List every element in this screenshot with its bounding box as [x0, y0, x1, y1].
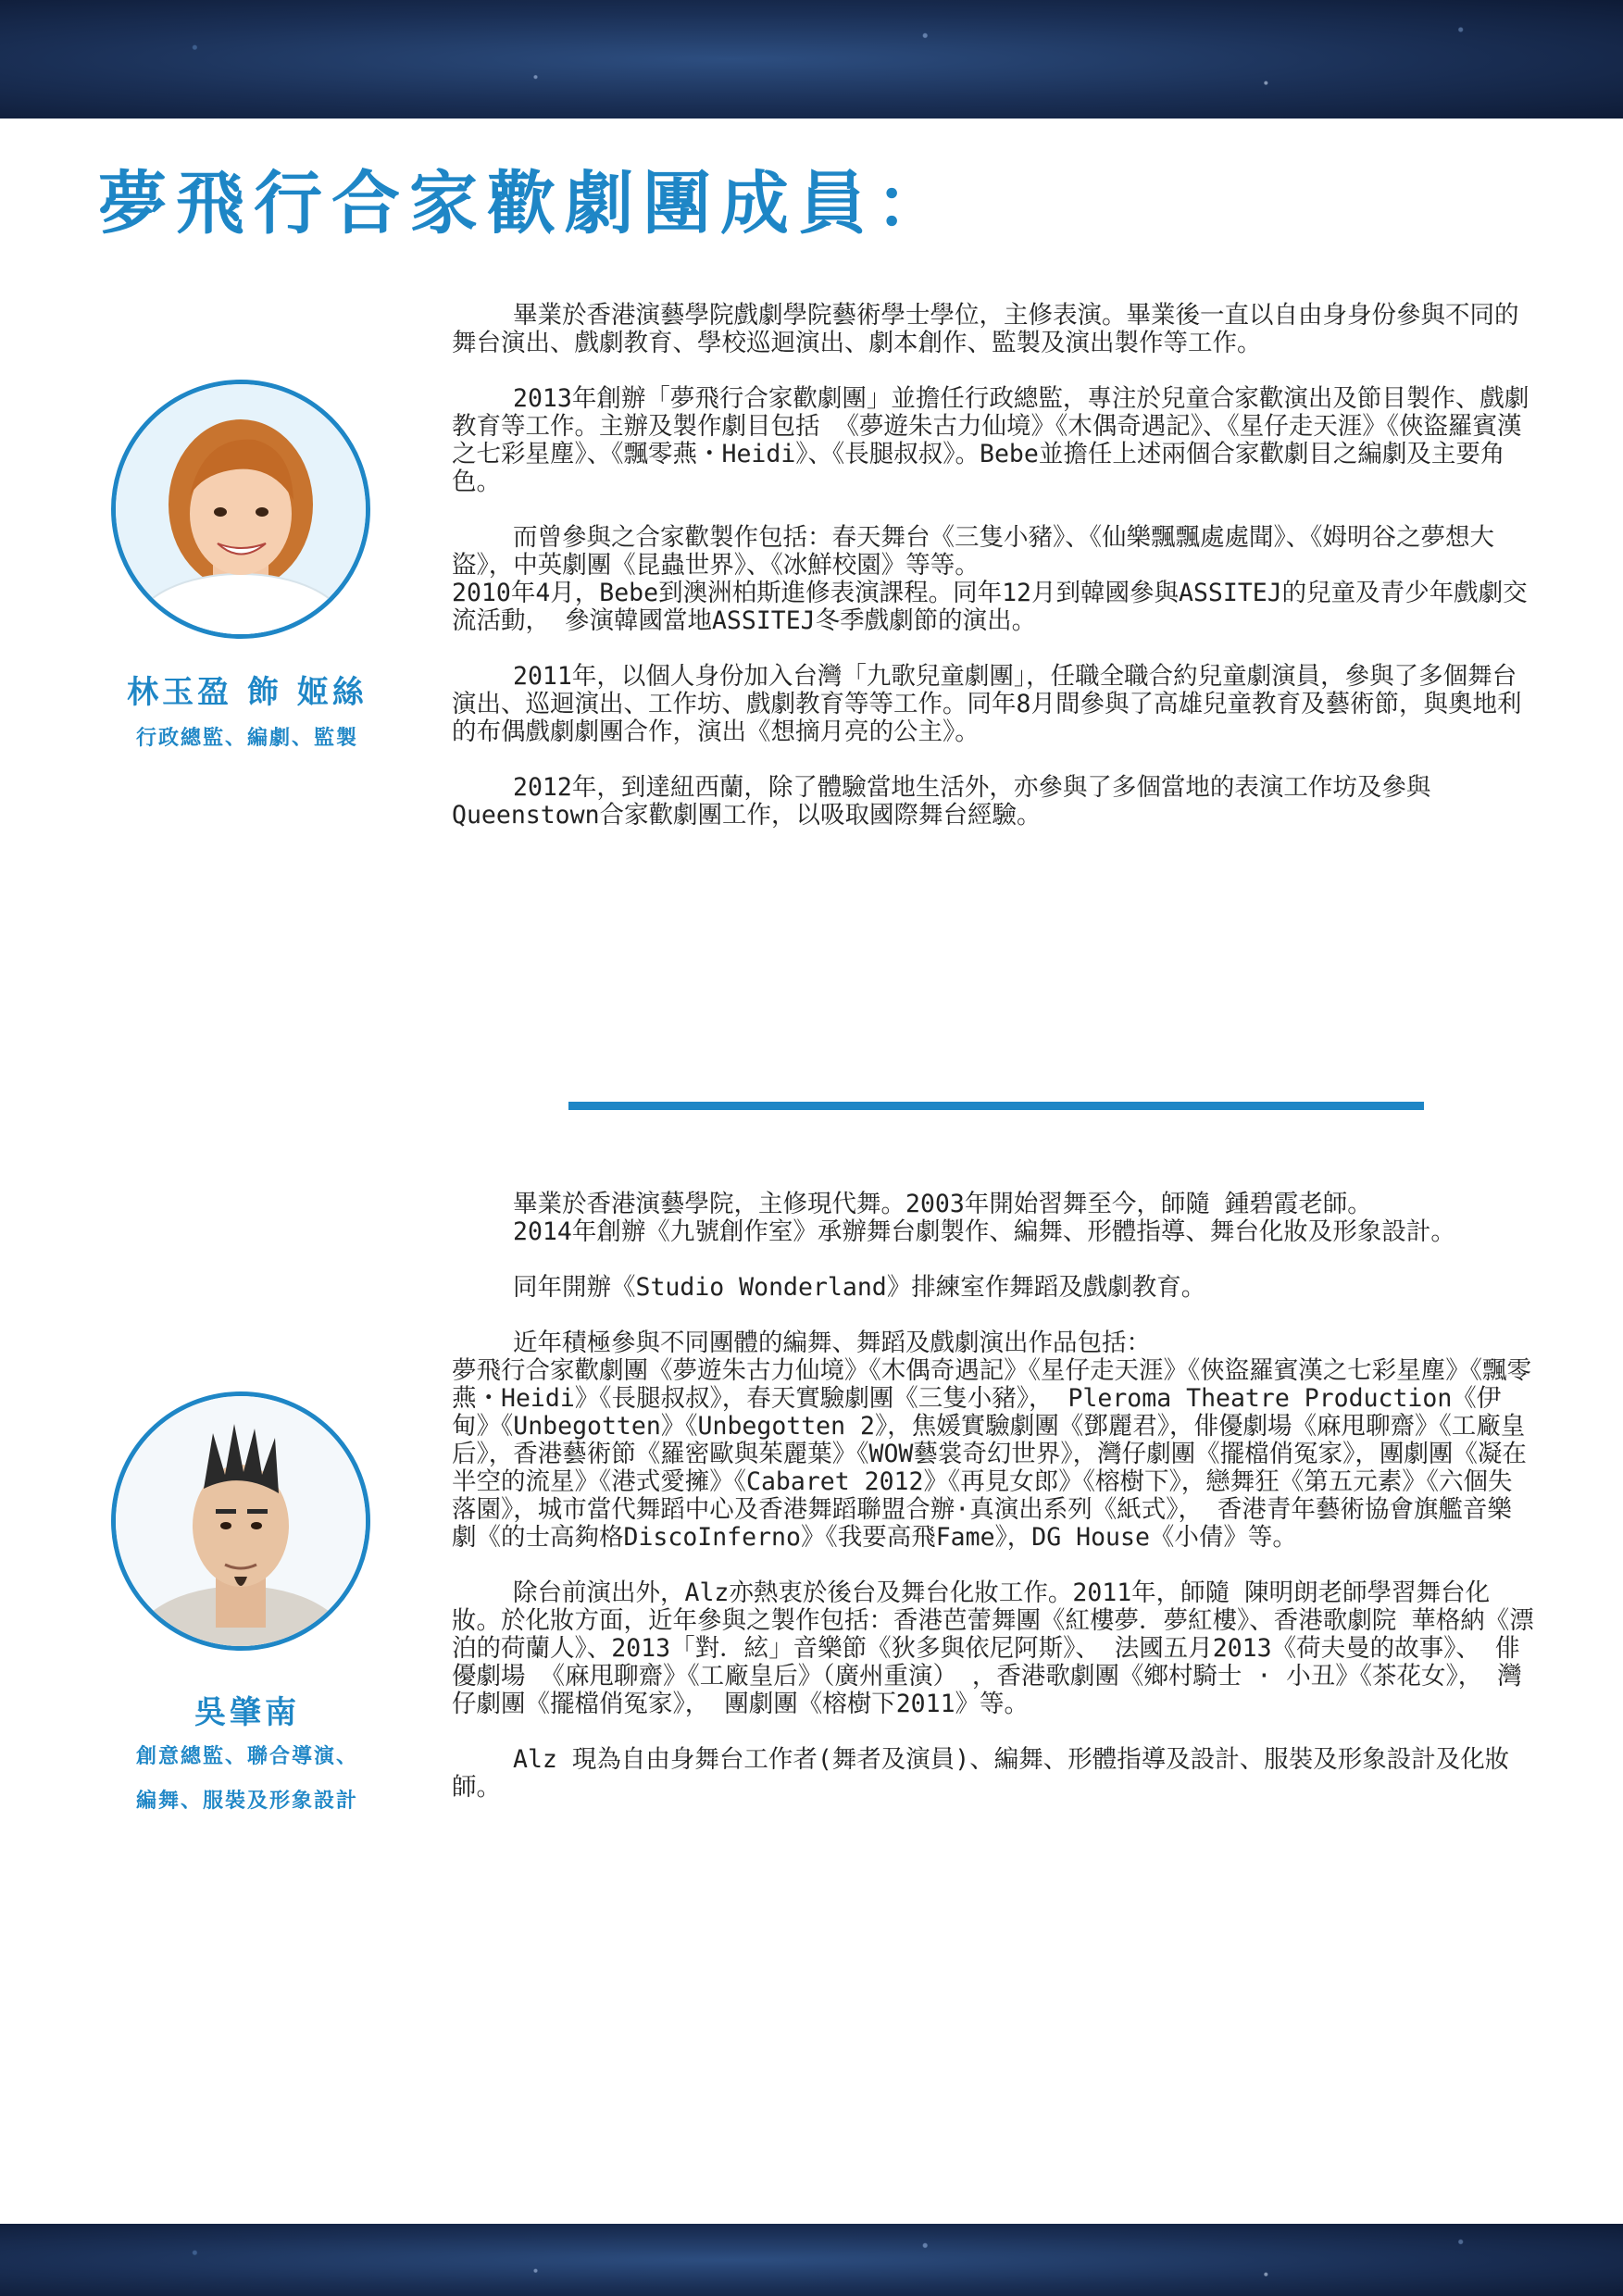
top-starry-banner — [0, 0, 1623, 119]
bio-paragraph: 除台前演出外，Alz亦熱衷於後台及舞台化妝工作。2011年，師隨 陳明朗老師學習舞台化妝。於化妝方面，近年參與之製作包括：香港芭蕾舞團《紅樓夢．夢紅樓》、香港歌劇院 華格納《漂泊的荷蘭人》、2013「對．絃」音樂節《狄多與依尼阿斯》、 法國五月2013《荷夫曼的故事》、 俳優劇場 《麻甩聊齋》《工廠皇后》（廣州重演） ，香港歌劇團《鄉村騎士 · 小丑》《茶花女》， 灣仔劇團《擺檔俏冤家》， 團劇團《榕樹下2011》等。 — [452, 1578, 1534, 1718]
member-1-role: 行政總監、編劇、監製 — [135, 727, 358, 750]
bio-paragraph: 而曾參與之合家歡製作包括：春天舞台《三隻小豬》、《仙樂飄飄處處聞》、《姆明谷之夢想大盜》，中英劇團《昆蟲世界》、《冰鮮校園》等等。 2010年4月，Bebe到澳洲柏斯進修表演課程。同年12月到韓國參與ASSITEJ的兒童及青少年戲劇交流活動， 參演韓國當地ASSITEJ冬季戲劇節的演出。 — [452, 523, 1528, 635]
bio-paragraph: 2013年創辦「夢飛行合家歡劇團」並擔任行政總監，專注於兒童合家歡演出及節目製作、戲劇教育等工作。主辦及製作劇目包括 《夢遊朱古力仙境》《木偶奇遇記》、《星仔走天涯》《俠盜羅賓漢之七彩星塵》、《飄零燕・Heidi》、《長腿叔叔》。Bebe並擔任上述兩個合家歡劇目之編劇及主要角色。 — [452, 384, 1529, 496]
bio-paragraph: 畢業於香港演藝學院戲劇學院藝術學士學位，主修表演。畢業後一直以自由身身份參與不同的舞台演出、戲劇教育、學校巡迴演出、劇本創作、監製及演出製作等工作。 — [452, 301, 1519, 357]
member-2-role-line-1: 創意總監、聯合導演、 — [135, 1745, 358, 1768]
bio-paragraph: Alz 現為自由身舞台工作者(舞者及演員)、編舞、形體指導及設計、服裝及形象設計及化妝師。 — [452, 1745, 1510, 1802]
member-1-photo — [111, 380, 370, 639]
member-2-name: 吳肇南 — [194, 1694, 300, 1731]
section-divider — [568, 1102, 1424, 1110]
bio-paragraph: 畢業於香港演藝學院，主修現代舞。2003年開始習舞至今，師隨 鍾碧霞老師。 — [513, 1190, 1372, 1218]
member-2-bio — [452, 1191, 1535, 1829]
member-2-photo — [111, 1391, 370, 1651]
bio-paragraph: 同年開辦《Studio Wonderland》排練室作舞蹈及戲劇教育。 — [513, 1273, 1206, 1302]
member-1-name: 林玉盈 飾 姬絲 — [127, 674, 368, 711]
bottom-starry-banner — [0, 2224, 1623, 2296]
bio-paragraph: 2011年，以個人身份加入台灣「九歌兒童劇團」，任職全職合約兒童劇演員，參與了多個舞台演出、巡迴演出、工作坊、戲劇教育等等工作。同年8月間參與了高雄兒童教育及藝術節，與奧地利的布偶戲劇劇團合作，演出《想摘月亮的公主》。 — [452, 662, 1522, 746]
page-title: 夢飛行合家歡劇團成員： — [98, 164, 954, 243]
member-1-bio — [452, 302, 1535, 857]
bio-paragraph: 2014年創辦《九號創作室》承辦舞台劇製作、編舞、形體指導、舞台化妝及形象設計。 — [513, 1217, 1455, 1246]
bio-paragraph: 2012年，到達紐西蘭，除了體驗當地生活外，亦參與了多個當地的表演工作坊及參與Queenstown合家歡劇團工作，以吸取國際舞台經驗。 — [452, 773, 1431, 830]
member-2-role-line-2: 編舞、服裝及形象設計 — [135, 1790, 358, 1813]
bio-paragraph: 近年積極參與不同團體的編舞、舞蹈及戲劇演出作品包括： 夢飛行合家歡劇團《夢遊朱古力仙境》《木偶奇遇記》《星仔走天涯》《俠盜羅賓漢之七彩星塵》《飄零燕・Heidi》《長腿叔叔》，春天實驗劇團《三隻小豬》， Pleroma Theatre Production《伊甸》《Unbegotten》《Unbegotten 2》，焦媛實驗劇團《鄧麗君》，俳優劇場《麻甩聊齋》《工廠皇后》，香港藝術節《羅密歐與茱麗葉》《WOW藝裳奇幻世界》，灣仔劇團《擺檔俏冤家》，團劇團《凝在半空的流星》《港式愛擁》《Cabaret 2012》《再見女郎》《榕樹下》，戀舞狂《第五元素》《六個失落園》，城市當代舞蹈中心及香港舞蹈聯盟合辦·真演出系列《紙式》， 香港青年藝術協會旗艦音樂劇《的士高夠格DiscoInferno》《我要高飛Fame》，DG House《小倩》等。 — [452, 1329, 1531, 1552]
